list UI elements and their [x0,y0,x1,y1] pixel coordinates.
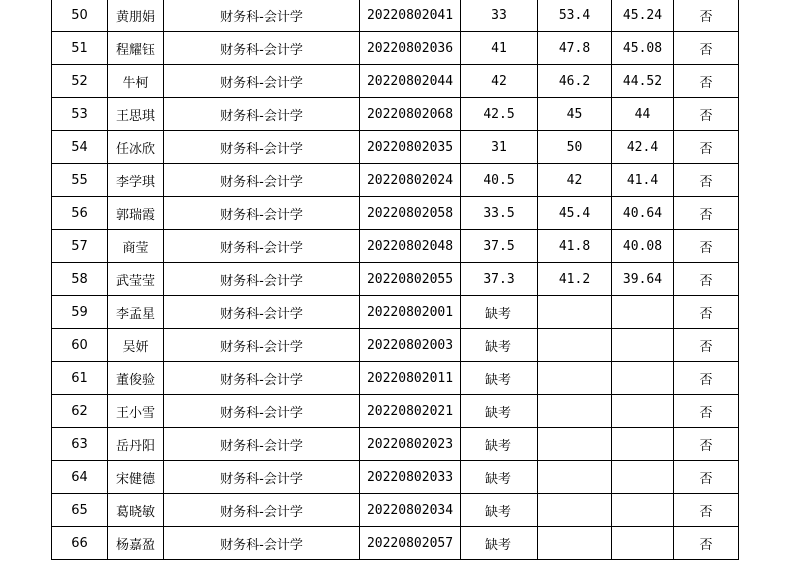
major-cell: 财务科-会计学 [164,197,360,230]
exam-id-cell: 20220802044 [360,65,461,98]
exam-id-cell: 20220802036 [360,32,461,65]
rank-cell: 57 [52,230,108,263]
total-score-cell: 45.24 [612,0,674,32]
table-row [52,263,739,296]
rank-cell: 50 [52,0,108,32]
exam-id-cell: 20220802021 [360,395,461,428]
rank-cell: 53 [52,98,108,131]
exam-id-cell: 20220802024 [360,164,461,197]
major-cell: 财务科-会计学 [164,461,360,494]
table-row [52,494,739,527]
interview-score-cell: 45 [538,98,612,131]
name-cell: 葛晓敏 [108,494,164,527]
written-score-cell: 41 [461,32,538,65]
written-score-cell: 缺考 [461,329,538,362]
interview-score-cell: 41.2 [538,263,612,296]
major-cell: 财务科-会计学 [164,164,360,197]
name-cell: 李学琪 [108,164,164,197]
table-row [52,527,739,560]
rank-cell: 60 [52,329,108,362]
major-cell: 财务科-会计学 [164,32,360,65]
table-row [52,296,739,329]
name-cell: 宋健德 [108,461,164,494]
written-score-cell: 33.5 [461,197,538,230]
table-row [52,131,739,164]
table-row [52,329,739,362]
rank-cell: 51 [52,32,108,65]
exam-id-cell: 20220802003 [360,329,461,362]
admit-cell: 否 [674,98,739,131]
interview-score-cell: 50 [538,131,612,164]
admit-cell: 否 [674,164,739,197]
total-score-cell [612,494,674,527]
written-score-cell: 缺考 [461,296,538,329]
interview-score-cell: 53.4 [538,0,612,32]
written-score-cell: 33 [461,0,538,32]
major-cell: 财务科-会计学 [164,494,360,527]
admit-cell: 否 [674,362,739,395]
rank-cell: 58 [52,263,108,296]
table-row [52,428,739,461]
interview-score-cell [538,296,612,329]
name-cell: 王思琪 [108,98,164,131]
written-score-cell: 37.3 [461,263,538,296]
total-score-cell: 40.64 [612,197,674,230]
major-cell: 财务科-会计学 [164,98,360,131]
table-row [52,0,739,32]
rank-cell: 61 [52,362,108,395]
rank-cell: 52 [52,65,108,98]
rank-cell: 59 [52,296,108,329]
interview-score-cell [538,527,612,560]
admit-cell: 否 [674,494,739,527]
name-cell: 杨嘉盈 [108,527,164,560]
name-cell: 牛柯 [108,65,164,98]
written-score-cell: 31 [461,131,538,164]
written-score-cell: 缺考 [461,362,538,395]
major-cell: 财务科-会计学 [164,527,360,560]
exam-id-cell: 20220802048 [360,230,461,263]
written-score-cell: 42 [461,65,538,98]
written-score-cell: 缺考 [461,395,538,428]
rank-cell: 66 [52,527,108,560]
rank-cell: 64 [52,461,108,494]
total-score-cell: 44 [612,98,674,131]
exam-id-cell: 20220802055 [360,263,461,296]
admit-cell: 否 [674,428,739,461]
name-cell: 商莹 [108,230,164,263]
table-row [52,230,739,263]
exam-id-cell: 20220802041 [360,0,461,32]
exam-id-cell: 20220802058 [360,197,461,230]
table-row [52,65,739,98]
name-cell: 任冰欣 [108,131,164,164]
written-score-cell: 40.5 [461,164,538,197]
total-score-cell [612,329,674,362]
total-score-cell [612,527,674,560]
interview-score-cell: 42 [538,164,612,197]
rank-cell: 56 [52,197,108,230]
table-row [52,461,739,494]
admit-cell: 否 [674,131,739,164]
name-cell: 董俊验 [108,362,164,395]
name-cell: 王小雪 [108,395,164,428]
interview-score-cell: 47.8 [538,32,612,65]
admit-cell: 否 [674,197,739,230]
rank-cell: 54 [52,131,108,164]
interview-score-cell: 41.8 [538,230,612,263]
total-score-cell [612,428,674,461]
interview-score-cell [538,494,612,527]
admit-cell: 否 [674,296,739,329]
name-cell: 吴妍 [108,329,164,362]
table-row [52,362,739,395]
written-score-cell: 缺考 [461,461,538,494]
rank-cell: 62 [52,395,108,428]
name-cell: 武莹莹 [108,263,164,296]
major-cell: 财务科-会计学 [164,0,360,32]
interview-score-cell [538,428,612,461]
score-table [51,0,739,560]
written-score-cell: 缺考 [461,527,538,560]
total-score-cell [612,362,674,395]
exam-id-cell: 20220802057 [360,527,461,560]
rank-cell: 55 [52,164,108,197]
interview-score-cell: 46.2 [538,65,612,98]
interview-score-cell [538,362,612,395]
interview-score-cell [538,329,612,362]
name-cell: 李孟星 [108,296,164,329]
interview-score-cell [538,395,612,428]
total-score-cell: 42.4 [612,131,674,164]
total-score-cell: 41.4 [612,164,674,197]
exam-id-cell: 20220802023 [360,428,461,461]
admit-cell: 否 [674,527,739,560]
total-score-cell: 45.08 [612,32,674,65]
written-score-cell: 37.5 [461,230,538,263]
interview-score-cell [538,461,612,494]
rank-cell: 65 [52,494,108,527]
major-cell: 财务科-会计学 [164,131,360,164]
total-score-cell [612,296,674,329]
exam-id-cell: 20220802011 [360,362,461,395]
written-score-cell: 缺考 [461,428,538,461]
admit-cell: 否 [674,65,739,98]
major-cell: 财务科-会计学 [164,362,360,395]
table-row [52,98,739,131]
admit-cell: 否 [674,32,739,65]
admit-cell: 否 [674,461,739,494]
major-cell: 财务科-会计学 [164,428,360,461]
admit-cell: 否 [674,230,739,263]
table-body [52,0,739,560]
table-row [52,395,739,428]
table-row [52,197,739,230]
admit-cell: 否 [674,0,739,32]
total-score-cell: 39.64 [612,263,674,296]
rank-cell: 63 [52,428,108,461]
table-row [52,164,739,197]
written-score-cell: 42.5 [461,98,538,131]
name-cell: 郭瑞霞 [108,197,164,230]
admit-cell: 否 [674,395,739,428]
name-cell: 黄朋娟 [108,0,164,32]
major-cell: 财务科-会计学 [164,263,360,296]
exam-id-cell: 20220802068 [360,98,461,131]
total-score-cell [612,461,674,494]
admit-cell: 否 [674,329,739,362]
major-cell: 财务科-会计学 [164,395,360,428]
major-cell: 财务科-会计学 [164,230,360,263]
total-score-cell: 40.08 [612,230,674,263]
total-score-cell [612,395,674,428]
exam-id-cell: 20220802033 [360,461,461,494]
admit-cell: 否 [674,263,739,296]
written-score-cell: 缺考 [461,494,538,527]
major-cell: 财务科-会计学 [164,296,360,329]
name-cell: 岳丹阳 [108,428,164,461]
major-cell: 财务科-会计学 [164,65,360,98]
exam-id-cell: 20220802001 [360,296,461,329]
major-cell: 财务科-会计学 [164,329,360,362]
exam-id-cell: 20220802035 [360,131,461,164]
name-cell: 程耀钰 [108,32,164,65]
exam-id-cell: 20220802034 [360,494,461,527]
total-score-cell: 44.52 [612,65,674,98]
interview-score-cell: 45.4 [538,197,612,230]
table-row [52,32,739,65]
